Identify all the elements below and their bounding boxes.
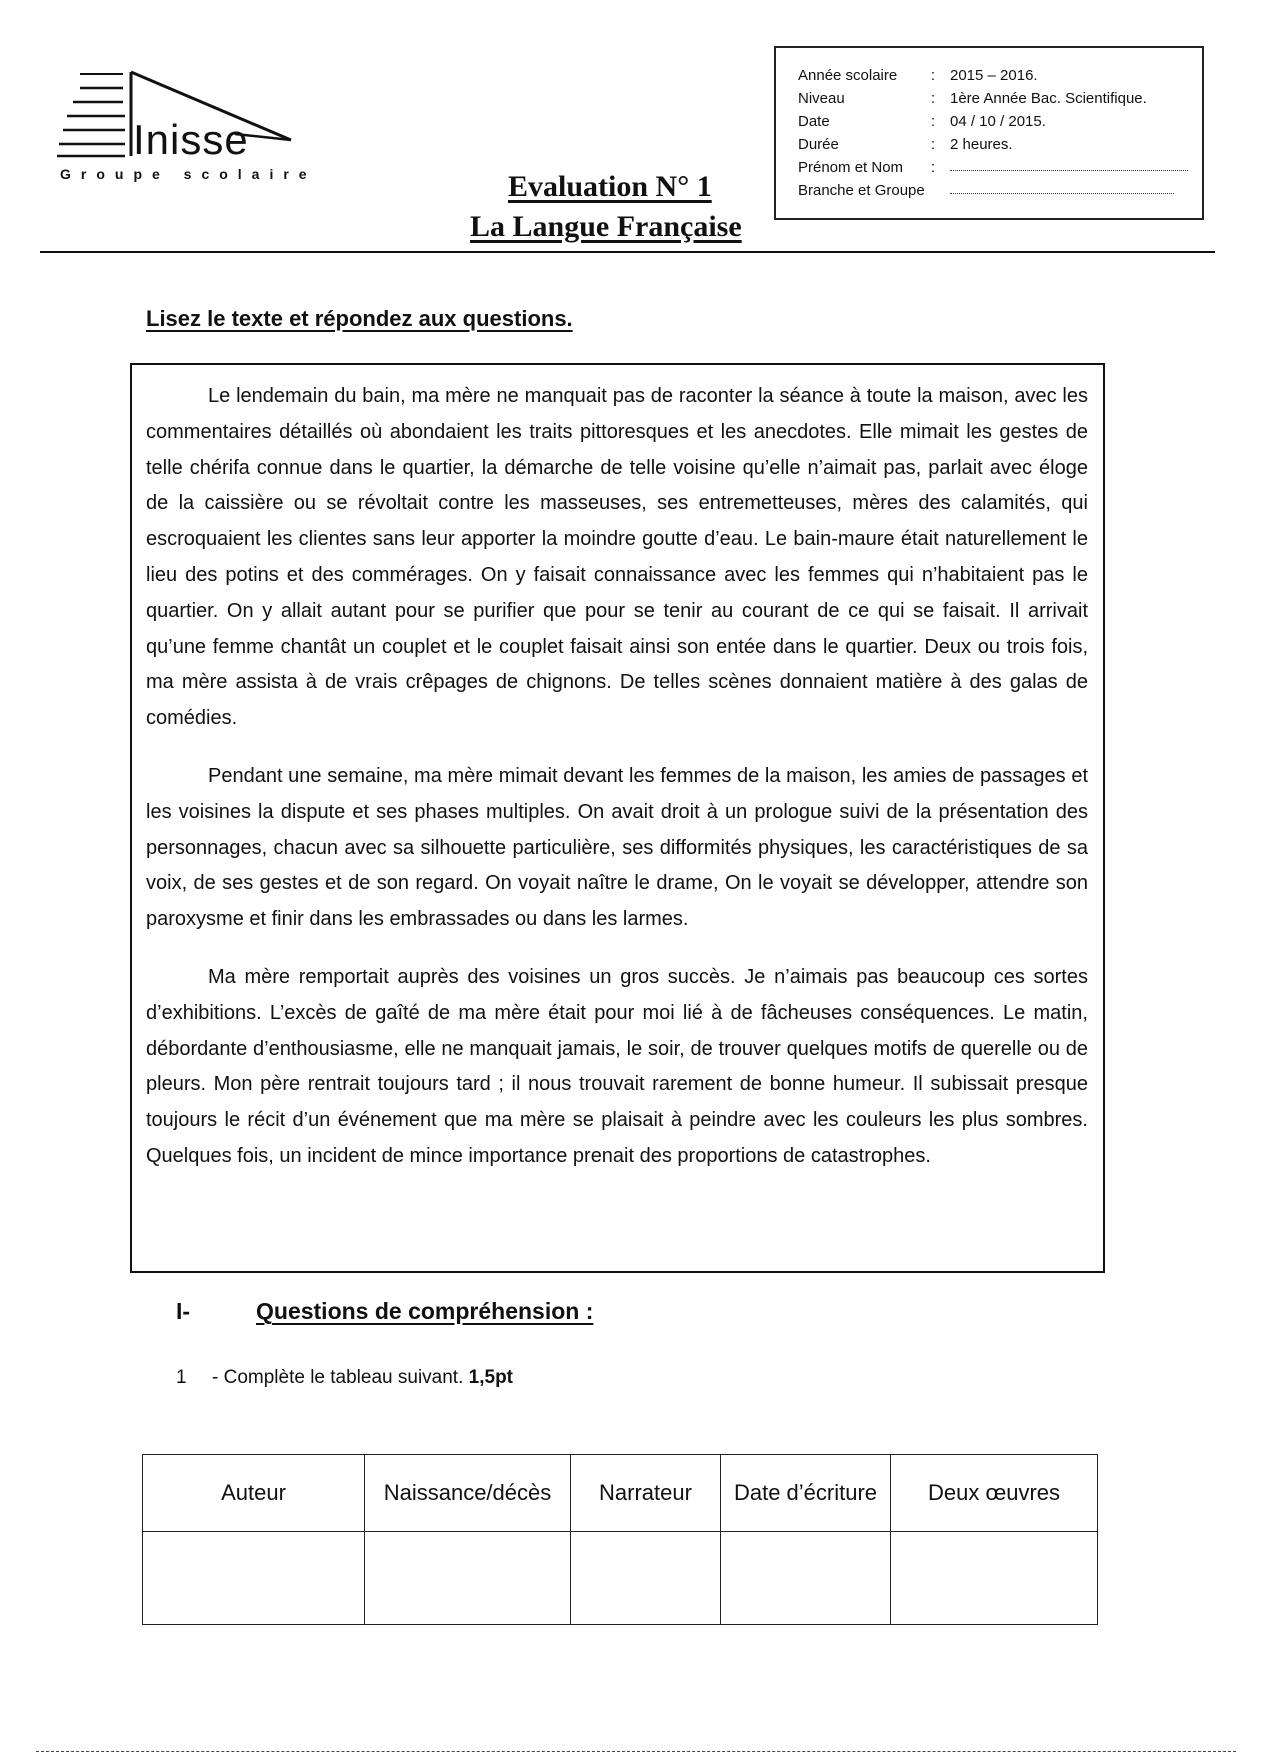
table-header-row bbox=[143, 1455, 1098, 1532]
answer-cell-works[interactable] bbox=[891, 1532, 1098, 1625]
info-row-name: Prénom et Nom : bbox=[798, 156, 1202, 179]
answer-cell-date[interactable] bbox=[721, 1532, 891, 1625]
info-row-duration: Durée : 2 heures. bbox=[798, 133, 1202, 156]
table-header-cell: Date d’écriture bbox=[721, 1455, 891, 1532]
question-text bbox=[212, 1367, 513, 1389]
group-field[interactable] bbox=[950, 179, 1174, 194]
name-label: Prénom et Nom bbox=[798, 159, 904, 176]
info-label: Durée bbox=[798, 136, 839, 153]
answer-table bbox=[142, 1454, 1098, 1625]
passage-paragraph-1: Le lendemain du bain, ma mère ne manquait pas de raconter la séance à toute la maison, avec les commentaires détaillés où abondaient les traits pittoresques et les anecdotes. Elle mimait les gestes de telle chérifa connue dans le quartier, la démarche de telle voisine qu’elle n’aimait pas, parlait avec éloge de la caissière ou se révoltait contre les masseuses, ses entremetteuses, mères des calamités, qui escroquaient les clientes sans leur apporter la moindre goutte d’eau. Le bain-maure était naturellement le lieu des potins et des commérages. On y faisait connaissance avec les femmes qui n’habitaient pas le quartier. On y allait autant pour se purifier que pour se tenir au courant de ce qui se faisait. Il arrivait qu’une femme chantât un couplet et le couplet faisait ainsi son entée dans le quartier. Deux ou trois fois, ma mère assista à de vrais crêpages de chignons. De telles scènes donnaient matière à des galas de comédies. bbox=[146, 385, 1088, 730]
info-label: Date bbox=[798, 113, 830, 130]
info-value: 04 / 10 / 2015. bbox=[950, 113, 1046, 130]
name-field[interactable] bbox=[950, 156, 1188, 171]
logo-subtitle: Groupe scolaire bbox=[60, 166, 317, 182]
info-row-date: Date : 04 / 10 / 2015. bbox=[798, 110, 1202, 133]
question-prompt: - Complète le tableau suivant. bbox=[212, 1367, 464, 1388]
reading-passage bbox=[130, 363, 1105, 1273]
info-row-year: Année scolaire : 2015 – 2016. bbox=[798, 64, 1202, 87]
group-label: Branche et Groupe bbox=[798, 182, 925, 199]
logo-name: Inisse bbox=[133, 116, 249, 163]
table-header-cell: Naissance/décès bbox=[365, 1455, 571, 1532]
info-value: 2015 – 2016. bbox=[950, 67, 1038, 84]
table-header-cell: Auteur bbox=[143, 1455, 365, 1532]
table-row bbox=[143, 1532, 1098, 1625]
info-label: Année scolaire bbox=[798, 67, 898, 84]
answer-cell-narrator[interactable] bbox=[571, 1532, 721, 1625]
answer-cell-birth-death[interactable] bbox=[365, 1532, 571, 1625]
page-bottom-border bbox=[36, 1751, 1236, 1754]
info-row-level: Niveau : 1ère Année Bac. Scientifique. bbox=[798, 87, 1202, 110]
instructions-heading: Lisez le texte et répondez aux questions. bbox=[146, 306, 573, 331]
school-logo bbox=[55, 70, 355, 185]
header-divider bbox=[40, 251, 1215, 253]
subject-title: La Langue Française bbox=[470, 210, 742, 243]
question-points: 1,5pt bbox=[468, 1367, 514, 1388]
passage-paragraph-3: Ma mère remportait auprès des voisines un gros succès. Je n’aimais pas beaucoup ces sortes d’exhibitions. L’excès de gaîté de ma mère était pour moi lié à de fâcheuses conséquences. Le matin, débordante d’enthousiasme, elle ne manquait jamais, le soir, de trouver quelques motifs de querelle ou de pleurs. Mon père rentrait toujours tard ; il nous trouvait rarement de bonne humeur. Il subissait presque toujours le récit d’un événement que ma mère se plaisait à peindre avec les couleurs les plus sombres. Quelques fois, un incident de mince importance prenait des proportions de catastrophes. bbox=[146, 965, 1088, 1167]
info-label: Niveau bbox=[798, 90, 845, 107]
info-value: 1ère Année Bac. Scientifique. bbox=[950, 90, 1147, 107]
question-number: 1 bbox=[176, 1367, 187, 1388]
section-number: I- bbox=[176, 1298, 191, 1324]
section-title: Questions de compréhension : bbox=[256, 1298, 594, 1324]
passage-paragraph-2: Pendant une semaine, ma mère mimait devant les femmes de la maison, les amies de passages et les voisines la dispute et ses phases multiples. On avait droit à un prologue suivi de la présentation des personnages, chacun avec sa silhouette particulière, ses difformités physiques, les caractéristiques de sa voix, de ses gestes et de son regard. On voyait naître le drame, On le voyait se développer, attendre son paroxysme et finir dans les embrassades ou dans les larmes. bbox=[146, 764, 1088, 931]
answer-cell-author[interactable] bbox=[143, 1532, 365, 1625]
info-row-group bbox=[798, 179, 1202, 202]
table-header-cell: Deux œuvres bbox=[891, 1455, 1098, 1532]
info-value: 2 heures. bbox=[950, 136, 1013, 153]
evaluation-title: Evaluation N° 1 bbox=[508, 170, 712, 203]
table-header-cell: Narrateur bbox=[571, 1455, 721, 1532]
student-info-box bbox=[774, 46, 1204, 220]
